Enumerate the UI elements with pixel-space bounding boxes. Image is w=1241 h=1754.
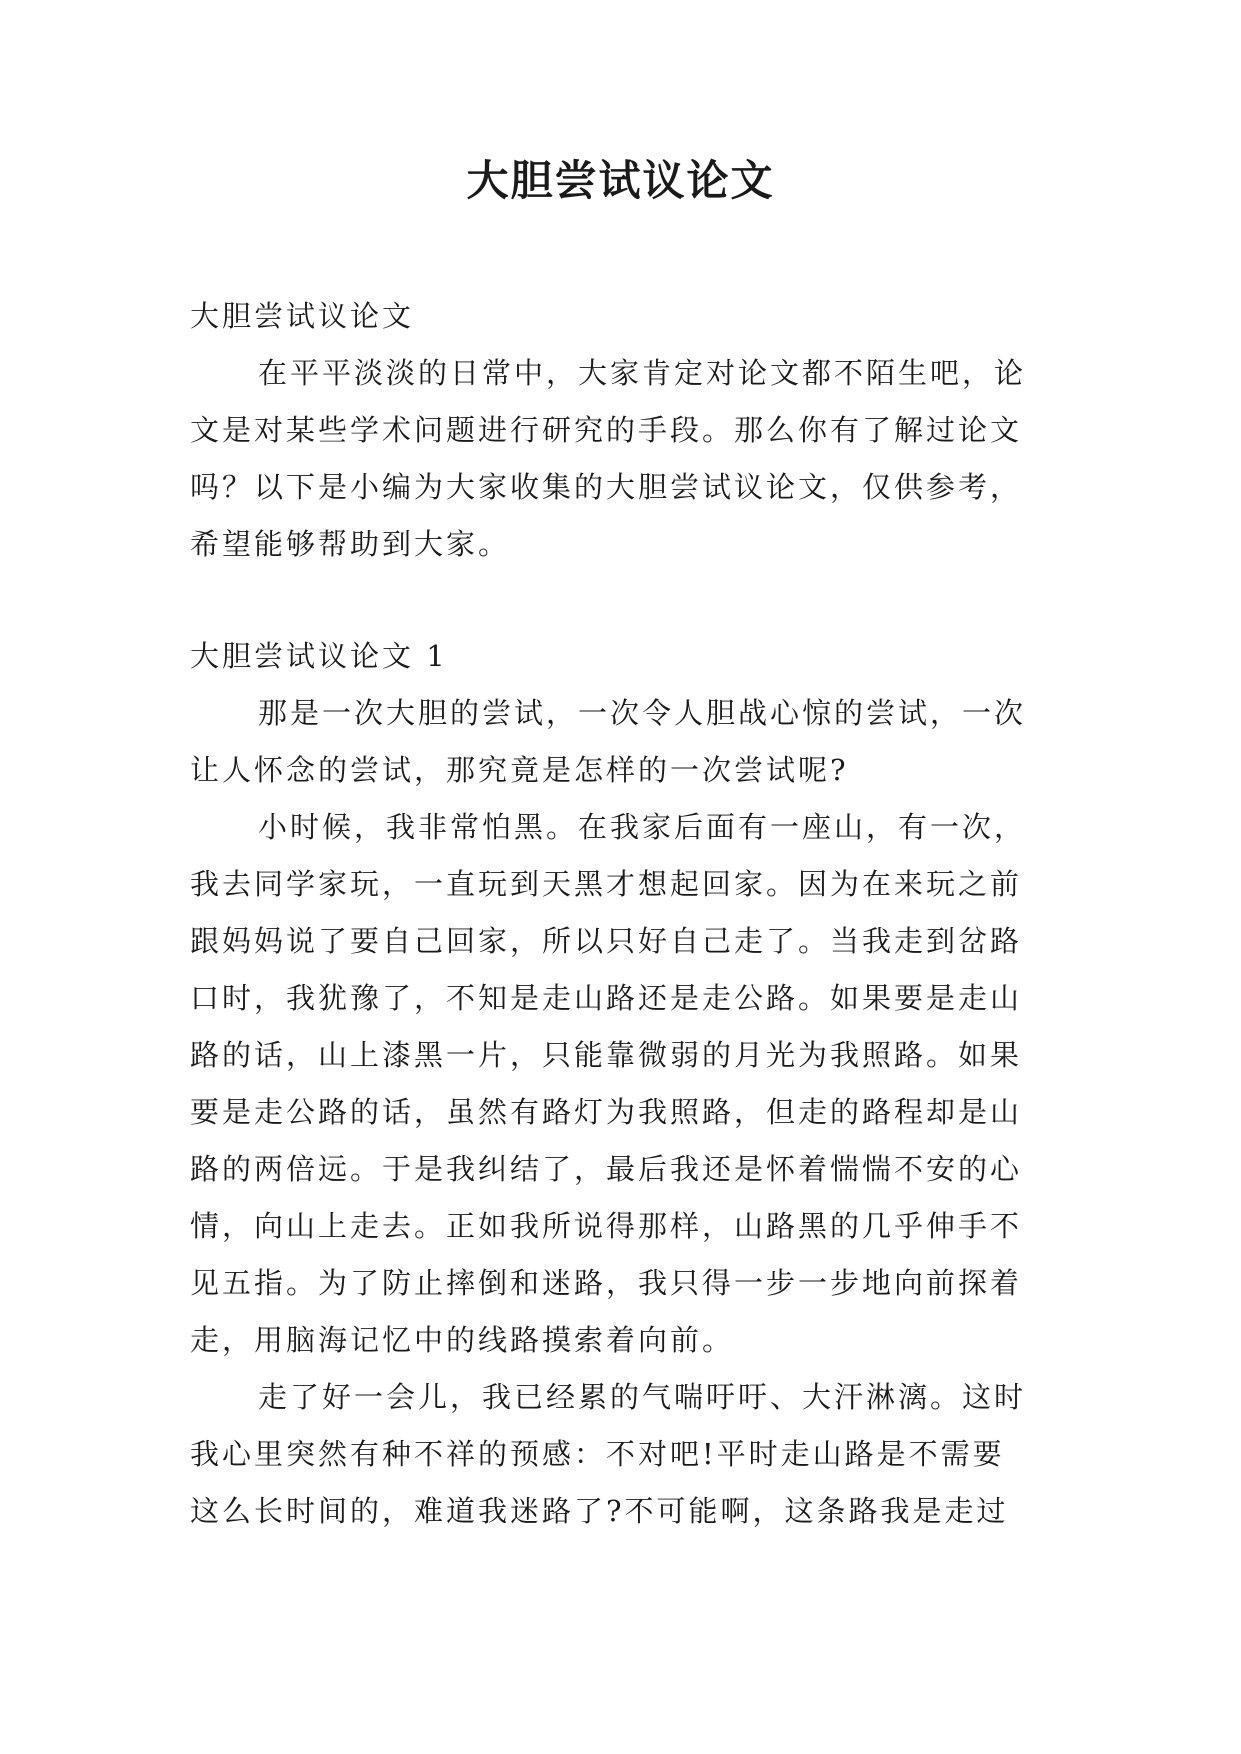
paragraph-line: 这么长时间的，难道我迷路了?不可能啊，这条路我是走过 [190,1494,1009,1528]
paragraph-line: 要是走公路的话，虽然有路灯为我照路，但走的路程却是山 [190,1095,1023,1129]
paragraph-line: 跟妈妈说了要自己回家，所以只好自己走了。当我走到岔路 [190,924,1023,958]
essay1-heading: 大胆尝试议论文 1 [190,639,448,673]
section-spacer [190,573,1060,628]
paragraph-line: 那是一次大胆的尝试，一次令人胆战心惊的尝试，一次 [258,696,1027,730]
paragraph-line: 走，用脑海记忆中的线路摸索着向前。 [190,1323,735,1357]
paragraph-line: 让人怀念的尝试，那究竟是怎样的一次尝试呢? [190,753,849,787]
essay1-paragraph-2 [190,799,1060,1369]
paragraph-line: 在平平淡淡的日常中，大家肯定对论文都不陌生吧，论 [258,356,1027,390]
intro-paragraph [190,345,1060,573]
paragraph-line: 见五指。为了防止摔倒和迷路，我只得一步一步地向前探着 [190,1266,1023,1300]
paragraph-line: 路的话，山上漆黑一片，只能靠微弱的月光为我照路。如果 [190,1038,1023,1072]
document-title: 大胆尝试议论文 [466,156,775,205]
paragraph-line: 我去同学家玩，一直玩到天黑才想起回家。因为在来玩之前 [190,867,1023,901]
document-body [190,288,1060,1540]
paragraph-line: 我心里突然有种不祥的预感：不对吧!平时走山路是不需要 [190,1437,1005,1471]
paragraph-line: 文是对某些学术问题进行研究的手段。那么你有了解过论文 [190,413,1023,447]
paragraph-line: 路的两倍远。于是我纠结了，最后我还是怀着惴惴不安的心 [190,1152,1023,1186]
paragraph-line: 小时候，我非常怕黑。在我家后面有一座山，有一次， [258,810,1027,844]
essay1-paragraph-1 [190,685,1060,799]
paragraph-line: 走了好一会儿，我已经累的气喘吁吁、大汗淋漓。这时 [258,1380,1027,1414]
paragraph-line: 希望能够帮助到大家。 [190,527,511,561]
paragraph-line: 口时，我犹豫了，不知是走山路还是走公路。如果要是走山 [190,981,1023,1015]
paragraph-line: 情，向山上走去。正如我所说得那样，山路黑的几乎伸手不 [190,1209,1023,1243]
essay1-paragraph-3 [190,1369,1060,1540]
intro-heading: 大胆尝试议论文 [190,299,415,333]
paragraph-line: 吗？以下是小编为大家收集的大胆尝试议论文，仅供参考， [190,470,1023,504]
